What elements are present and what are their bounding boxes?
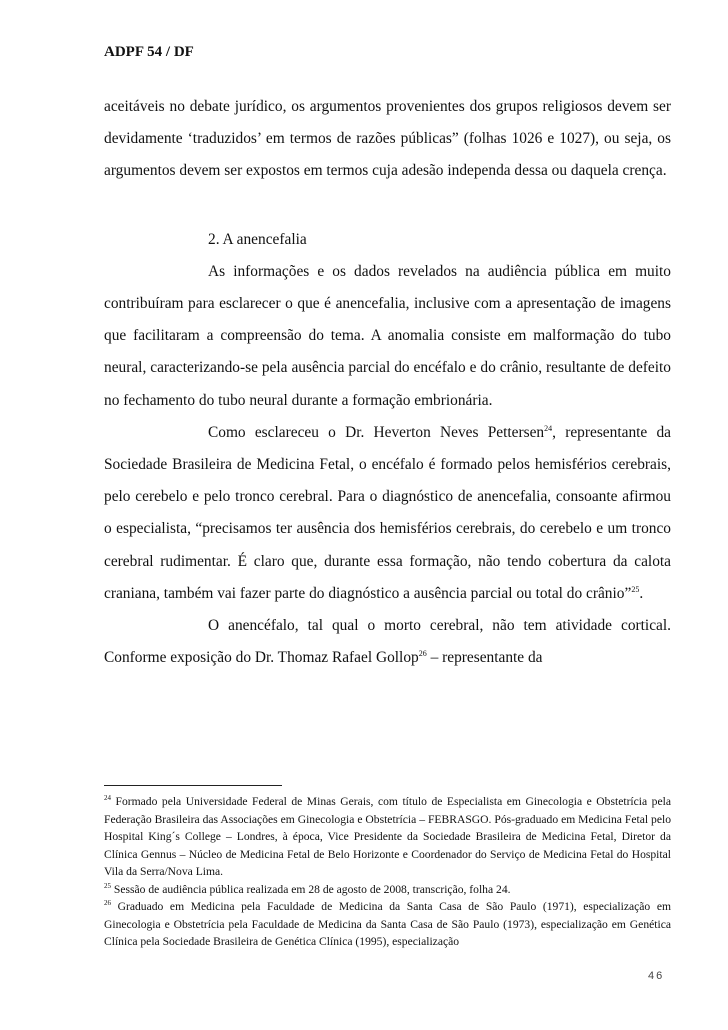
paragraph-gollop <box>104 610 671 674</box>
paragraph-continuation: aceitáveis no debate jurídico, os argumentos provenientes dos grupos religiosos devem ser devidamente ‘traduzidos’ em termos de razões públicas” (folhas 1026 e 1027), ou seja, os argumentos devem ser expostos em termos cuja adesão independa dessa ou daquela crença. <box>104 98 671 180</box>
section-heading: 2. A anencefalia <box>208 230 307 248</box>
footnote-text: Graduado em Medicina pela Faculdade de Medicina da Santa Casa de São Paulo (1971), especialização em Ginecologia e Obstetrícia pela Faculdade de Medicina da Santa Casa de São Paulo (1973), especialização em Genética Clínica pela Sociedade Brasileira de Genética Clínica (1995), especialização <box>104 900 671 948</box>
paragraph-text: – representante da <box>426 649 543 667</box>
paragraph-text: Como esclareceu o Dr. Heverton Neves Pettersen <box>208 423 545 441</box>
paragraph-text: . <box>639 584 644 602</box>
footnotes <box>104 793 671 951</box>
paragraph-text: , representante da Sociedade Brasileira de Medicina Fetal, o encéfalo é formado pelos hemisférios cerebrais, pelo cerebelo e pelo tronco cerebral. Para o diagnóstico de anencefalia, consoante afirmou o especialista, “precisamos ter ausência dos hemisférios cerebrais, do cerebelo e um tronco cerebral rudimentar. É claro que, durante essa formação, não tendo cobertura da calota craniana, também vai fazer parte do diagnóstico a ausência parcial ou total do crânio” <box>104 423 672 602</box>
footnote-text: Sessão de audiência pública realizada em 28 de agosto de 2008, transcrição, folha 24. <box>111 882 511 896</box>
footnote-ref-25: 25 <box>631 584 640 594</box>
footnote-25 <box>104 881 671 899</box>
paragraph-text: O anencéfalo, tal qual o morto cerebral, não tem atividade cortical. Conforme exposição do Dr. Thomaz Rafael Gollop <box>104 617 671 667</box>
footnote-number: 25 <box>104 881 111 890</box>
paragraph-pettersen <box>104 417 671 610</box>
footnote-ref-24: 24 <box>544 423 553 433</box>
document-header: ADPF 54 / DF <box>104 44 194 60</box>
footnote-text: Formado pela Universidade Federal de Minas Gerais, com título de Especialista em Ginecologia e Obstetrícia pela Federação Brasileira das Associações em Ginecologia e Obstetrícia – FEBRASGO. Pós-graduado em Medicina Fetal pelo Hospital King´s College – Londres, à época, Vice Presidente da Sociedade Brasileira de Medicina Fetal, Diretor da Clínica Gennus – Núcleo de Medicina Fetal de Belo Horizonte e Coordenador do Serviço de Medicina Fetal do Hospital Vila da Serra/Nova Lima. <box>104 795 671 878</box>
paragraph-anencefalia: As informações e os dados revelados na audiência pública em muito contribuíram para esclarecer o que é anencefalia, inclusive com a apresentação de imagens que facilitaram a compreensão do tema. A anomalia consiste em malformação do tubo neural, caracterizando-se pela ausência parcial do encéfalo e do crânio, resultante de defeito no fechamento do tubo neural durante a formação embrionária. <box>104 262 671 409</box>
footnote-ref-26: 26 <box>418 649 427 659</box>
footnote-separator <box>104 785 282 786</box>
footnote-26 <box>104 898 671 951</box>
page-number: 46 <box>648 970 665 982</box>
paragraph-gap <box>104 188 671 224</box>
document-body <box>104 91 671 674</box>
footnote-24 <box>104 793 671 881</box>
footnote-number: 24 <box>104 794 111 803</box>
footnote-number: 26 <box>104 899 111 908</box>
